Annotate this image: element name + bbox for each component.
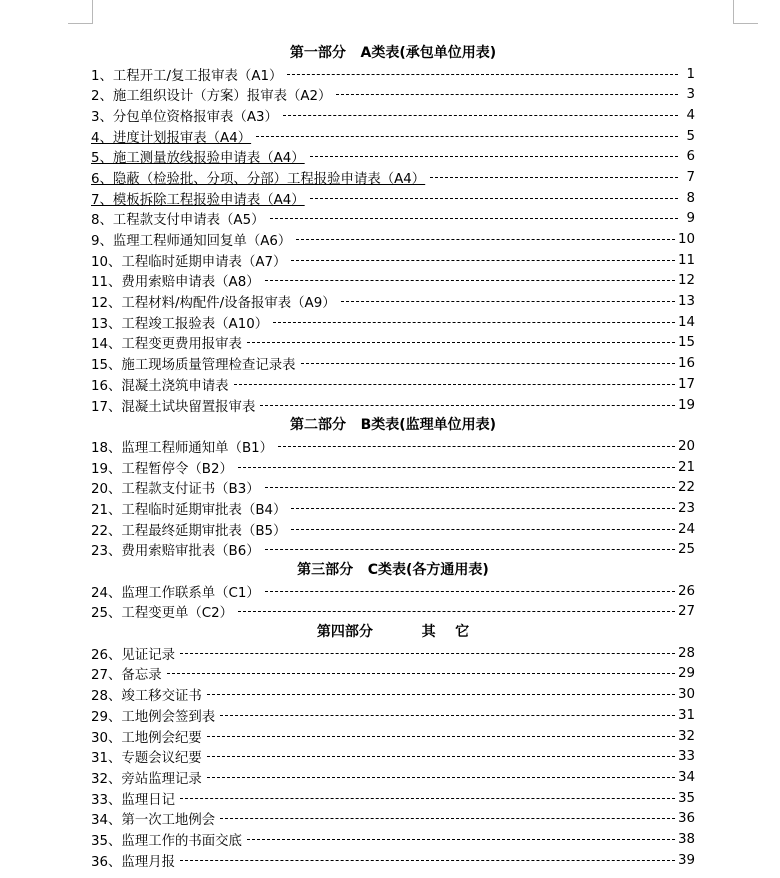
toc-entry-page: 32 <box>677 728 695 744</box>
toc-entry-page: 7 <box>686 169 695 185</box>
toc-entry-label: 3、分包单位资格报审表（A3） <box>91 109 278 125</box>
toc-entry[interactable] <box>91 746 695 767</box>
toc-entry-label: 24、监理工作联系单（C1） <box>91 585 260 601</box>
toc-entry[interactable] <box>91 726 695 747</box>
toc-entry-label: 31、专题会议纪要 <box>91 751 202 767</box>
toc-entry[interactable] <box>91 767 695 788</box>
toc-entry[interactable] <box>91 829 695 850</box>
toc-entry-page: 20 <box>677 438 695 454</box>
dot-leader <box>234 384 675 385</box>
toc-entry-label: 19、工程暂停令（B2） <box>91 461 233 477</box>
toc-entry-label: 9、监理工程师通知回复单（A6） <box>91 234 292 250</box>
dot-leader <box>238 467 675 468</box>
toc-entry-page: 13 <box>677 294 695 310</box>
crop-mark-right-h <box>734 23 758 24</box>
dot-leader <box>291 529 675 530</box>
toc-entry[interactable] <box>91 374 695 395</box>
toc-entry-page: 11 <box>677 252 695 268</box>
toc-entry-label: 8、工程款支付申请表（A5） <box>91 213 265 229</box>
dot-leader <box>167 673 675 674</box>
crop-mark-left <box>92 0 93 24</box>
dot-leader <box>247 839 675 840</box>
toc-entry-page: 21 <box>677 459 695 475</box>
toc-entry[interactable] <box>91 250 695 271</box>
toc-entry-label: 32、旁站监理记录 <box>91 771 202 787</box>
section-title: 第二部分 B类表(监理单位用表) <box>289 417 497 434</box>
dot-leader <box>260 405 675 406</box>
toc-entry-label: 26、见证记录 <box>91 647 175 663</box>
toc-entry-page: 39 <box>677 852 695 868</box>
dot-leader <box>283 115 678 116</box>
toc-entry[interactable] <box>91 477 695 498</box>
section-title: 第三部分 C类表(各方通用表) <box>297 562 489 579</box>
toc-entry-label: 23、费用索赔审批表（B6） <box>91 544 260 560</box>
toc-entry-page: 3 <box>686 87 695 103</box>
toc-entry-label: 20、工程款支付证书（B3） <box>91 482 260 498</box>
dot-leader <box>220 715 675 716</box>
dot-leader <box>207 777 675 778</box>
toc-entry-label: 13、工程竣工报验表（A10） <box>91 316 269 332</box>
toc-entry-label: 30、工地例会纪要 <box>91 730 202 746</box>
toc-entry[interactable] <box>91 581 695 602</box>
toc-entry-label: 16、混凝土浇筑申请表 <box>91 378 229 394</box>
toc-entry-page: 12 <box>677 273 695 289</box>
toc-entry[interactable] <box>91 64 695 85</box>
toc-entry[interactable] <box>91 788 695 809</box>
toc-entry[interactable] <box>91 146 695 167</box>
dot-leader <box>180 860 675 861</box>
toc-entry[interactable] <box>91 808 695 829</box>
toc-entry-page: 15 <box>677 335 695 351</box>
toc-entry-label: 27、备忘录 <box>91 668 162 684</box>
toc-entry[interactable] <box>91 105 695 126</box>
toc-entry-page: 35 <box>677 790 695 806</box>
dot-leader <box>310 198 678 199</box>
section-title: 第四部分 其 它 <box>316 624 470 641</box>
toc-entry-page: 1 <box>686 66 695 82</box>
toc-entry-label: 22、工程最终延期审批表（B5） <box>91 523 287 539</box>
dot-leader <box>265 549 675 550</box>
toc-entry-label: 10、工程临时延期申请表（A7） <box>91 254 287 270</box>
toc-entry-label: 5、施工测量放线报验申请表（A4） <box>91 151 305 167</box>
crop-mark-left-h <box>68 23 92 24</box>
dot-leader <box>180 653 675 654</box>
dot-leader <box>220 818 675 819</box>
toc-entry-label: 33、监理日记 <box>91 792 175 808</box>
toc-entry-page: 5 <box>686 128 695 144</box>
toc-entry[interactable] <box>91 84 695 105</box>
toc-entry-page: 29 <box>677 666 695 682</box>
toc-entry-label: 14、工程变更费用报审表 <box>91 337 242 353</box>
toc-entry[interactable] <box>91 436 695 457</box>
toc-entry[interactable] <box>91 229 695 250</box>
toc-entry[interactable] <box>91 519 695 540</box>
dot-leader <box>265 280 675 281</box>
toc-entry-label: 21、工程临时延期审批表（B4） <box>91 502 287 518</box>
crop-mark-right <box>733 0 734 24</box>
toc-entry[interactable] <box>91 395 695 416</box>
toc-entry-page: 26 <box>677 583 695 599</box>
section-title: 第一部分 A类表(承包单位用表) <box>289 45 497 61</box>
toc-entry-page: 24 <box>677 521 695 537</box>
toc-entry-page: 38 <box>677 831 695 847</box>
toc-entry-page: 22 <box>677 480 695 496</box>
table-of-contents <box>91 43 695 871</box>
toc-entry[interactable] <box>91 353 695 374</box>
dot-leader <box>265 591 675 592</box>
dot-leader <box>301 363 675 364</box>
dot-leader <box>336 94 678 95</box>
toc-entry[interactable] <box>91 126 695 147</box>
toc-entry-label: 34、第一次工地例会 <box>91 813 216 829</box>
dot-leader <box>430 177 678 178</box>
dot-leader <box>291 508 675 509</box>
toc-entry[interactable] <box>91 188 695 209</box>
dot-leader <box>296 239 675 240</box>
dot-leader <box>180 798 675 799</box>
toc-entry-label: 2、施工组织设计（方案）报审表（A2） <box>91 89 332 105</box>
toc-entry-page: 36 <box>677 811 695 827</box>
toc-entry-label: 18、监理工程师通知单（B1） <box>91 440 274 456</box>
dot-leader <box>310 156 678 157</box>
toc-entry-label: 15、施工现场质量管理检查记录表 <box>91 358 296 374</box>
toc-entry[interactable] <box>91 664 695 685</box>
dot-leader <box>291 260 675 261</box>
toc-entry-page: 34 <box>677 769 695 785</box>
toc-entry[interactable] <box>91 271 695 292</box>
toc-entry-page: 4 <box>686 107 695 123</box>
toc-entry-page: 23 <box>677 500 695 516</box>
toc-entry[interactable] <box>91 498 695 519</box>
toc-entry-page: 10 <box>677 232 695 248</box>
toc-entry-label: 35、监理工作的书面交底 <box>91 833 242 849</box>
toc-entry-page: 28 <box>677 645 695 661</box>
dot-leader <box>287 74 678 75</box>
toc-entry[interactable] <box>91 705 695 726</box>
toc-entry[interactable] <box>91 291 695 312</box>
toc-entry[interactable] <box>91 540 695 561</box>
toc-entry[interactable] <box>91 602 695 623</box>
toc-entry-label: 36、监理月报 <box>91 854 175 870</box>
toc-entry-page: 31 <box>677 707 695 723</box>
toc-entry-page: 27 <box>677 604 695 620</box>
toc-entry[interactable] <box>91 643 695 664</box>
toc-entry-label: 17、混凝土试块留置报审表 <box>91 399 256 415</box>
toc-entry-label: 29、工地例会签到表 <box>91 709 216 725</box>
toc-entry-page: 19 <box>677 397 695 413</box>
toc-entry[interactable] <box>91 333 695 354</box>
dot-leader <box>207 756 675 757</box>
toc-entry[interactable] <box>91 209 695 230</box>
toc-entry-page: 16 <box>677 356 695 372</box>
toc-entry[interactable] <box>91 312 695 333</box>
toc-entry-label: 7、模板拆除工程报验申请表（A4） <box>91 192 305 208</box>
toc-entry-label: 1、工程开工/复工报审表（A1） <box>91 68 283 84</box>
toc-entry-page: 30 <box>677 687 695 703</box>
toc-entry-label: 6、隐蔽（检验批、分项、分部）工程报验申请表（A4） <box>91 171 426 187</box>
toc-entry-label: 11、费用索赔申请表（A8） <box>91 275 260 291</box>
toc-entry-page: 25 <box>677 542 695 558</box>
toc-entry-page: 33 <box>677 749 695 765</box>
dot-leader <box>256 136 678 137</box>
dot-leader <box>247 342 675 343</box>
toc-entry-label: 25、工程变更单（C2） <box>91 606 234 622</box>
toc-entry-page: 8 <box>686 190 695 206</box>
dot-leader <box>341 301 675 302</box>
toc-entry[interactable] <box>91 684 695 705</box>
toc-entry[interactable] <box>91 457 695 478</box>
toc-entry-page: 6 <box>686 149 695 165</box>
toc-entry-page: 17 <box>677 376 695 392</box>
toc-entry-label: 28、竣工移交证书 <box>91 689 202 705</box>
toc-entry[interactable] <box>91 167 695 188</box>
toc-entry-page: 14 <box>677 314 695 330</box>
toc-entry-label: 4、进度计划报审表（A4） <box>91 130 252 146</box>
dot-leader <box>207 694 675 695</box>
toc-entry-page: 9 <box>686 211 695 227</box>
toc-entry-label: 12、工程材料/构配件/设备报审表（A9） <box>91 296 336 312</box>
toc-entry[interactable] <box>91 850 695 871</box>
dot-leader <box>273 322 675 323</box>
dot-leader <box>238 611 675 612</box>
dot-leader <box>278 446 675 447</box>
dot-leader <box>207 736 675 737</box>
dot-leader <box>265 487 675 488</box>
dot-leader <box>270 218 679 219</box>
